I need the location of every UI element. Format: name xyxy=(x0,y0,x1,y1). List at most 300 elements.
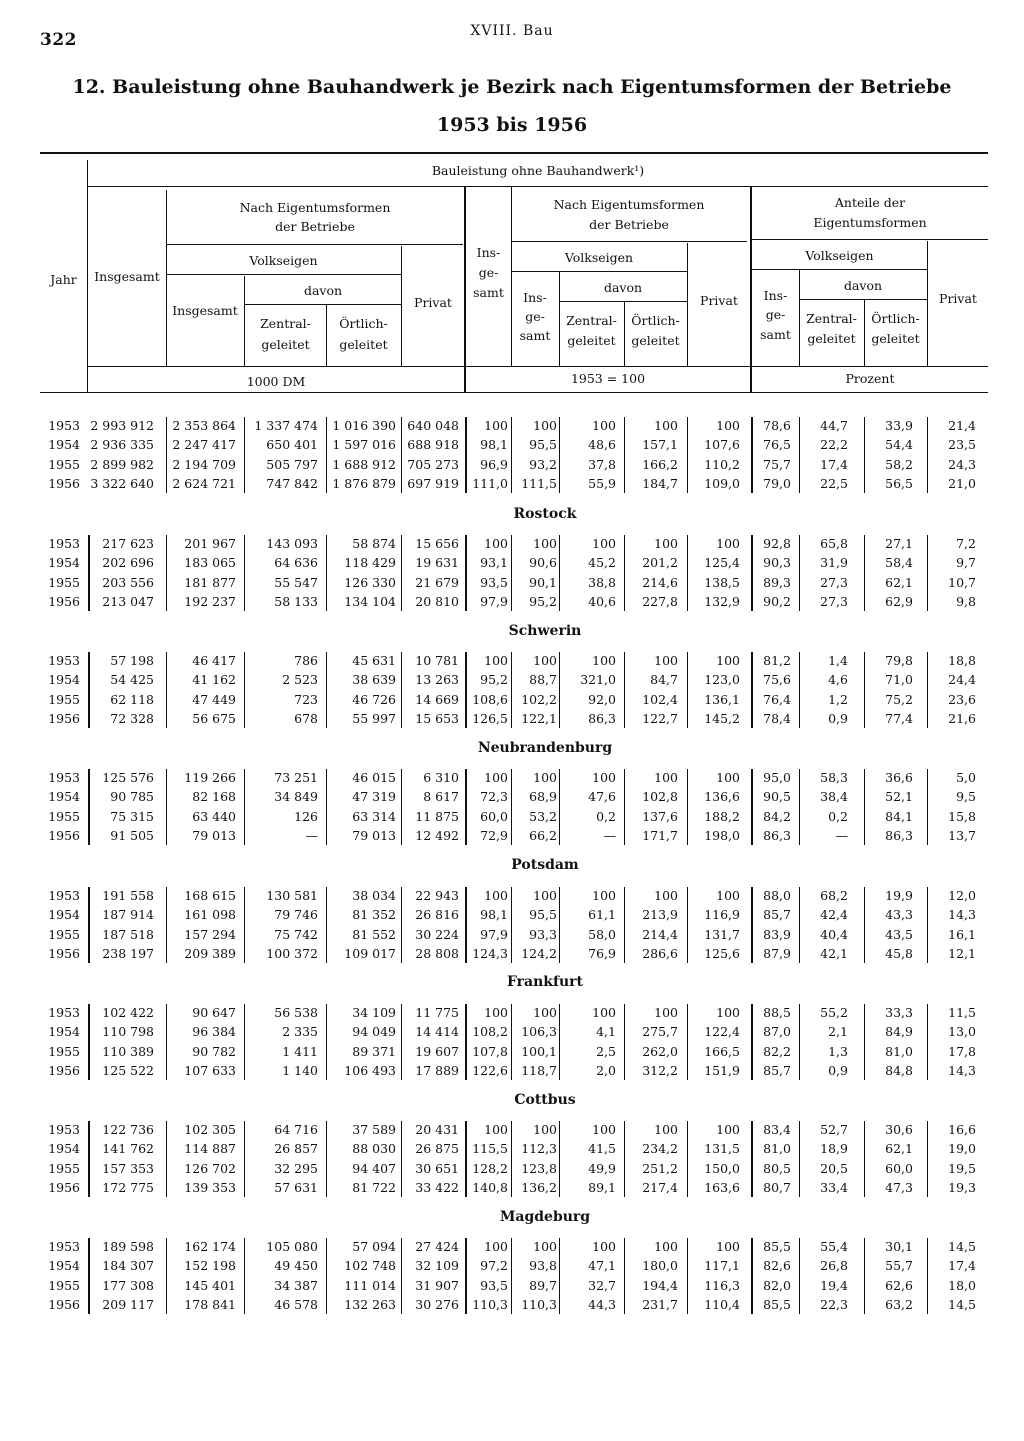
table-cell: 33 422 xyxy=(415,1180,459,1196)
table-cell: 131,5 xyxy=(704,1141,740,1157)
column-rule xyxy=(244,652,245,728)
table-cell: 198,0 xyxy=(704,828,740,844)
table-cell: 163,6 xyxy=(704,1180,740,1196)
table-cell: 75,2 xyxy=(885,691,913,707)
table-cell: 100 xyxy=(716,418,740,433)
table-cell: 100 xyxy=(592,536,616,551)
header-davon: davon xyxy=(303,283,343,298)
table-cell: 40,6 xyxy=(588,594,616,610)
table-cell: 89 371 xyxy=(352,1043,396,1059)
table-cell: 86,3 xyxy=(588,711,616,727)
column-rule xyxy=(799,887,800,963)
table-cell: 171,7 xyxy=(642,828,678,844)
table-cell: 90,6 xyxy=(529,555,557,571)
column-rule xyxy=(511,1121,512,1197)
table-cell: 14,3 xyxy=(948,1063,976,1079)
table-cell: 191 558 xyxy=(102,888,154,903)
column-rule xyxy=(244,1004,245,1080)
table-cell: 89,3 xyxy=(763,574,791,590)
row-year: 1956 xyxy=(48,1297,80,1313)
table-cell: 22,5 xyxy=(820,476,848,492)
table-cell: 100 xyxy=(716,536,740,551)
header-rule-4c xyxy=(799,299,927,300)
table-cell: 187 914 xyxy=(102,907,154,923)
table-cell: 47,6 xyxy=(588,789,616,805)
table-cell: 100 xyxy=(654,536,678,551)
table-cell: 2,5 xyxy=(596,1043,616,1059)
table-cell: 100 xyxy=(592,888,616,903)
table-cell: 43,5 xyxy=(885,926,913,942)
row-year: 1955 xyxy=(48,808,80,824)
unit-1000dm: 1000 DM xyxy=(246,374,306,389)
table-cell: 1 411 xyxy=(282,1043,318,1059)
column-rule xyxy=(465,535,467,611)
table-cell: 187 518 xyxy=(102,926,154,942)
table-cell: 95,2 xyxy=(529,594,557,610)
table-cell: 26 875 xyxy=(415,1141,459,1157)
table-cell: 107,8 xyxy=(472,1043,508,1059)
table-cell: 102 748 xyxy=(344,1258,396,1274)
table-cell: 14 414 xyxy=(415,1024,459,1040)
table-cell: 161 098 xyxy=(184,907,236,923)
column-rule xyxy=(559,1004,560,1080)
column-rule xyxy=(465,652,467,728)
row-year: 1956 xyxy=(48,1180,80,1196)
header-ant-ins-2: ge- xyxy=(765,307,786,322)
table-cell: 19,4 xyxy=(820,1277,848,1293)
table-cell: 46 417 xyxy=(192,653,236,668)
table-cell: 82,0 xyxy=(763,1277,791,1293)
column-rule xyxy=(927,1004,928,1080)
column-rule xyxy=(927,769,928,845)
header-ant-volkseigen: Volkseigen xyxy=(805,248,874,263)
table-cell: 100 xyxy=(533,1239,557,1254)
table-cell: 23,6 xyxy=(948,691,976,707)
page-number: 322 xyxy=(40,30,77,50)
column-rule xyxy=(799,652,800,728)
column-rule xyxy=(799,1121,800,1197)
table-cell: 168 615 xyxy=(184,888,236,903)
column-rule xyxy=(927,887,928,963)
header-nach-eig-2: der Betriebe xyxy=(275,219,355,234)
table-cell: 19,9 xyxy=(885,888,913,903)
table-cell: 640 048 xyxy=(407,418,459,433)
table-cell: 100 xyxy=(716,1122,740,1137)
table-cell: 697 919 xyxy=(407,476,459,492)
header-ant-ins-3: samt xyxy=(760,327,791,342)
column-rule xyxy=(511,769,512,845)
table-cell: 30 651 xyxy=(415,1160,459,1176)
table-cell: 72 328 xyxy=(110,711,154,727)
column-rule xyxy=(244,1238,245,1314)
unit-index: 1953 = 100 xyxy=(570,371,646,386)
table-cell: 58 133 xyxy=(274,594,318,610)
table-cell: 100 xyxy=(654,1239,678,1254)
table-cell: 130 581 xyxy=(266,888,318,903)
header-ant-zentral-1: Zentral- xyxy=(806,311,857,326)
table-cell: 26 857 xyxy=(274,1141,318,1157)
table-cell: 85,7 xyxy=(763,907,791,923)
table-cell: 122,1 xyxy=(521,711,557,727)
table-cell: 100 xyxy=(533,536,557,551)
table-cell: 126,5 xyxy=(472,711,508,727)
table-cell: 126 330 xyxy=(344,574,396,590)
table-cell: 100 xyxy=(716,653,740,668)
table-cell: 14,3 xyxy=(948,907,976,923)
table-cell: 21,4 xyxy=(948,418,976,433)
row-year: 1956 xyxy=(48,594,80,610)
table-cell: 65,8 xyxy=(820,536,848,551)
table-cell: 145,2 xyxy=(704,711,740,727)
table-cell: 131,7 xyxy=(704,926,740,942)
table-cell: 1 016 390 xyxy=(332,418,396,433)
table-cell: 100 xyxy=(592,418,616,433)
table-cell: 786 xyxy=(294,653,318,668)
table-cell: 84,9 xyxy=(885,1024,913,1040)
column-rule xyxy=(511,1238,512,1314)
table-cell: 38 639 xyxy=(352,672,396,688)
table-cell: 1 688 912 xyxy=(332,456,396,472)
table-cell: 37 589 xyxy=(352,1122,396,1137)
table-cell: 81,0 xyxy=(885,1043,913,1059)
table-cell: 2 899 982 xyxy=(90,456,154,472)
table-cell: 139 353 xyxy=(184,1180,236,1196)
row-year: 1953 xyxy=(48,536,80,551)
table-cell: 27 424 xyxy=(415,1239,459,1254)
table-cell: 108,6 xyxy=(472,691,508,707)
table-cell: 94 049 xyxy=(352,1024,396,1040)
table-cell: 55 547 xyxy=(274,574,318,590)
table-cell: 100 xyxy=(592,1122,616,1137)
table-cell: 93,2 xyxy=(529,456,557,472)
table-cell: 63,2 xyxy=(885,1297,913,1313)
table-cell: 88,7 xyxy=(529,672,557,688)
row-year: 1954 xyxy=(48,555,80,571)
column-rule xyxy=(559,1238,560,1314)
table-cell: 112,3 xyxy=(521,1141,557,1157)
table-cell: 38 034 xyxy=(352,888,396,903)
table-cell: 100 xyxy=(654,418,678,433)
table-cell: 128,2 xyxy=(472,1160,508,1176)
section-title: Schwerin xyxy=(508,623,582,639)
table-cell: — xyxy=(603,828,616,844)
table-cell: 32,7 xyxy=(588,1277,616,1293)
table-cell: 166,5 xyxy=(704,1043,740,1059)
table-cell: 75,7 xyxy=(763,456,791,472)
column-rule xyxy=(465,769,467,845)
table-cell: 62,1 xyxy=(885,574,913,590)
table-cell: 18,9 xyxy=(820,1141,848,1157)
table-cell: 88,5 xyxy=(763,1005,791,1020)
table-cell: 100 xyxy=(484,536,508,551)
section-title: Magdeburg xyxy=(499,1209,591,1225)
table-cell: 34 387 xyxy=(274,1277,318,1293)
table-cell: 2,1 xyxy=(828,1024,848,1040)
table-cell: 43,3 xyxy=(885,907,913,923)
header-ve-insgesamt: Insgesamt xyxy=(172,303,238,318)
column-rule xyxy=(927,535,928,611)
row-year: 1955 xyxy=(48,456,80,472)
table-cell: 24,3 xyxy=(948,456,976,472)
table-cell: 137,6 xyxy=(642,808,678,824)
column-rule xyxy=(465,1121,467,1197)
chapter-heading: XVIII. Bau xyxy=(470,23,554,39)
row-year: 1956 xyxy=(48,1063,80,1079)
table-cell: 117,1 xyxy=(704,1258,740,1274)
table-cell: 19,5 xyxy=(948,1160,976,1176)
table-cell: 150,0 xyxy=(704,1160,740,1176)
table-cell: 60,0 xyxy=(885,1160,913,1176)
table-cell: 96,9 xyxy=(480,456,508,472)
header-idx-oertlich-1: Örtlich- xyxy=(631,313,680,328)
table-cell: 19 631 xyxy=(415,555,459,571)
column-rule xyxy=(799,535,800,611)
table-cell: 33,3 xyxy=(885,1005,913,1020)
table-cell: 84,1 xyxy=(885,808,913,824)
column-rule xyxy=(465,1238,467,1314)
table-cell: 93,8 xyxy=(529,1258,557,1274)
header-idx-zentral-1: Zentral- xyxy=(566,313,617,328)
table-cell: 114 887 xyxy=(184,1141,236,1157)
table-cell: 116,9 xyxy=(704,907,740,923)
table-cell: 100 xyxy=(484,1239,508,1254)
table-cell: 100 xyxy=(533,1005,557,1020)
table-cell: 62,9 xyxy=(885,594,913,610)
header-idx-zentral-2: geleitet xyxy=(567,333,616,348)
table-cell: 201,2 xyxy=(642,555,678,571)
row-year: 1954 xyxy=(48,1024,80,1040)
table-cell: 140,8 xyxy=(472,1180,508,1196)
header-insgesamt: Insgesamt xyxy=(94,269,160,284)
header-rule-2a xyxy=(167,244,463,245)
table-cell: 227,8 xyxy=(642,594,678,610)
column-rule xyxy=(511,417,512,493)
table-cell: 110,3 xyxy=(472,1297,508,1313)
table-cell: 100 xyxy=(716,770,740,785)
table-cell: 30 224 xyxy=(415,926,459,942)
table-cell: 87,0 xyxy=(763,1024,791,1040)
table-cell: 57 631 xyxy=(274,1180,318,1196)
table-cell: 79 013 xyxy=(192,828,236,844)
table-cell: 217 623 xyxy=(102,536,154,551)
table-cell: 33,9 xyxy=(885,418,913,433)
table-cell: 12 492 xyxy=(415,828,459,844)
table-cell: 49,9 xyxy=(588,1160,616,1176)
table-cell: 2 523 xyxy=(282,672,318,688)
column-rule xyxy=(927,1238,928,1314)
table-cell: 177 308 xyxy=(102,1277,154,1293)
table-cell: 42,1 xyxy=(820,946,848,962)
table-cell: 55 997 xyxy=(352,711,396,727)
table-cell: 100 xyxy=(716,888,740,903)
table-cell: 136,1 xyxy=(704,691,740,707)
header-rule-3b xyxy=(511,271,687,272)
row-year: 1956 xyxy=(48,711,80,727)
table-cell: 79,0 xyxy=(763,476,791,492)
table-cell: 194,4 xyxy=(642,1277,678,1293)
table-cell: 100 xyxy=(533,653,557,668)
table-cell: 136,2 xyxy=(521,1180,557,1196)
table-cell: 10,7 xyxy=(948,574,976,590)
table-cell: 82 168 xyxy=(192,789,236,805)
table-cell: 83,4 xyxy=(763,1122,791,1137)
table-cell: 100 xyxy=(592,1005,616,1020)
table-cell: 110 389 xyxy=(102,1043,154,1059)
table-cell: 81,2 xyxy=(763,653,791,668)
table-cell: 19 607 xyxy=(415,1043,459,1059)
table-cell: 141 762 xyxy=(102,1141,154,1157)
table-cell: 118 429 xyxy=(344,555,396,571)
table-cell: 34 849 xyxy=(274,789,318,805)
header-anteile-1: Anteile der xyxy=(834,195,906,210)
row-year: 1953 xyxy=(48,1239,80,1254)
table-cell: 30,6 xyxy=(885,1122,913,1137)
table-cell: 64 636 xyxy=(274,555,318,571)
table-cell: 111 014 xyxy=(344,1277,396,1293)
table-cell: 100 xyxy=(484,653,508,668)
table-cell: 89,7 xyxy=(529,1277,557,1293)
row-year: 1956 xyxy=(48,476,80,492)
header-volkseigen: Volkseigen xyxy=(249,253,318,268)
table-cell: 22,2 xyxy=(820,437,848,453)
table-cell: — xyxy=(305,828,318,844)
table-cell: 151,9 xyxy=(704,1063,740,1079)
column-rule xyxy=(799,1238,800,1314)
table-cell: 102,2 xyxy=(521,691,557,707)
table-title-years: 1953 bis 1956 xyxy=(436,114,588,136)
table-cell: 71,0 xyxy=(885,672,913,688)
header-ant-oertlich-2: geleitet xyxy=(871,331,920,346)
table-cell: 2 194 709 xyxy=(172,456,236,472)
table-cell: 15 653 xyxy=(415,711,459,727)
table-cell: 24,4 xyxy=(948,672,976,688)
header-idx-privat: Privat xyxy=(700,293,738,308)
table-cell: 44,7 xyxy=(820,418,848,433)
table-cell: 2 936 335 xyxy=(90,437,154,453)
table-cell: 107,6 xyxy=(704,437,740,453)
table-cell: 14,5 xyxy=(948,1239,976,1254)
table-cell: 122,6 xyxy=(472,1063,508,1079)
table-cell: 53,2 xyxy=(529,808,557,824)
table-cell: 110,4 xyxy=(704,1297,740,1313)
table-cell: 100 xyxy=(533,418,557,433)
table-cell: 286,6 xyxy=(642,946,678,962)
table-cell: 138,5 xyxy=(704,574,740,590)
table-cell: 31 907 xyxy=(415,1277,459,1293)
table-cell: 13,7 xyxy=(948,828,976,844)
table-cell: 183 065 xyxy=(184,555,236,571)
column-rule xyxy=(927,1121,928,1197)
row-year: 1953 xyxy=(48,653,80,668)
table-cell: 38,8 xyxy=(588,574,616,590)
table-cell: 100,1 xyxy=(521,1043,557,1059)
table-cell: 100 xyxy=(654,1122,678,1137)
table-cell: 747 842 xyxy=(266,476,318,492)
table-cell: 98,1 xyxy=(480,907,508,923)
column-rule xyxy=(511,535,512,611)
table-cell: 82,6 xyxy=(763,1258,791,1274)
table-cell: 106 493 xyxy=(344,1063,396,1079)
table-cell: 213 047 xyxy=(102,594,154,610)
table-cell: 86,3 xyxy=(763,828,791,844)
table-cell: 13 263 xyxy=(415,672,459,688)
table-cell: 57 198 xyxy=(110,653,154,668)
header-idx-volkseigen: Volkseigen xyxy=(564,250,634,265)
table-cell: 17 889 xyxy=(415,1063,459,1079)
table-cell: 95,2 xyxy=(480,672,508,688)
table-cell: 19,0 xyxy=(948,1141,976,1157)
column-rule xyxy=(244,769,245,845)
table-cell: 55,9 xyxy=(588,476,616,492)
table-cell: 125 522 xyxy=(102,1063,154,1079)
table-cell: 73 251 xyxy=(274,770,318,785)
header-oertlich-2: geleitet xyxy=(339,337,388,352)
table-cell: 68,2 xyxy=(820,888,848,903)
table-cell: 14 669 xyxy=(415,691,459,707)
table-cell: 124,3 xyxy=(472,946,508,962)
column-rule xyxy=(559,887,560,963)
table-cell: 505 797 xyxy=(266,456,318,472)
table-cell: 100 xyxy=(533,1122,557,1137)
table-cell: 122 736 xyxy=(102,1122,154,1137)
unit-prozent: Prozent xyxy=(845,371,895,386)
table-cell: 100 xyxy=(484,418,508,433)
row-year: 1955 xyxy=(48,691,80,707)
table-cell: 3 322 640 xyxy=(90,476,154,492)
table-cell: 46 578 xyxy=(274,1297,318,1313)
table-cell: 234,2 xyxy=(642,1141,678,1157)
header-idx-ve-ins-3: samt xyxy=(519,328,551,343)
table-cell: 79,8 xyxy=(885,653,913,668)
table-cell: 100 xyxy=(716,1005,740,1020)
table-cell: 109,0 xyxy=(704,476,740,492)
table-cell: 126 702 xyxy=(184,1160,236,1176)
header-nach-eig-1: Nach Eigentumsformen xyxy=(239,200,391,215)
table-cell: 27,3 xyxy=(820,594,848,610)
table-cell: 95,0 xyxy=(763,770,791,785)
column-rule xyxy=(927,652,928,728)
column-rule xyxy=(559,652,560,728)
table-cell: 57 094 xyxy=(352,1239,396,1254)
table-cell: 178 841 xyxy=(184,1297,236,1313)
table-cell: 189 598 xyxy=(102,1239,154,1254)
table-cell: 41,5 xyxy=(588,1141,616,1157)
column-rule xyxy=(799,417,800,493)
row-year: 1955 xyxy=(48,1160,80,1176)
header-ant-zentral-2: geleitet xyxy=(807,331,856,346)
table-cell: 100 xyxy=(533,888,557,903)
table-cell: 97,9 xyxy=(480,594,508,610)
table-cell: 262,0 xyxy=(642,1043,678,1059)
table-cell: 86,3 xyxy=(885,828,913,844)
table-cell: 180,0 xyxy=(642,1258,678,1274)
table-cell: 62 118 xyxy=(110,691,154,707)
table-cell: 100 xyxy=(484,770,508,785)
table-cell: 82,2 xyxy=(763,1043,791,1059)
header-rule-2c xyxy=(751,239,988,240)
table-cell: 12,0 xyxy=(948,888,976,903)
table-cell: 2 247 417 xyxy=(172,437,236,453)
table-cell: 90,3 xyxy=(763,555,791,571)
table-cell: 8 617 xyxy=(423,789,459,805)
header-ant-privat: Privat xyxy=(939,291,977,306)
table-cell: 28 808 xyxy=(415,946,459,962)
table-cell: 214,6 xyxy=(642,574,678,590)
table-cell: 32 109 xyxy=(415,1258,459,1274)
header-ant-davon: davon xyxy=(843,278,883,293)
table-cell: 54,4 xyxy=(885,437,913,453)
table-cell: 49 450 xyxy=(274,1258,318,1274)
